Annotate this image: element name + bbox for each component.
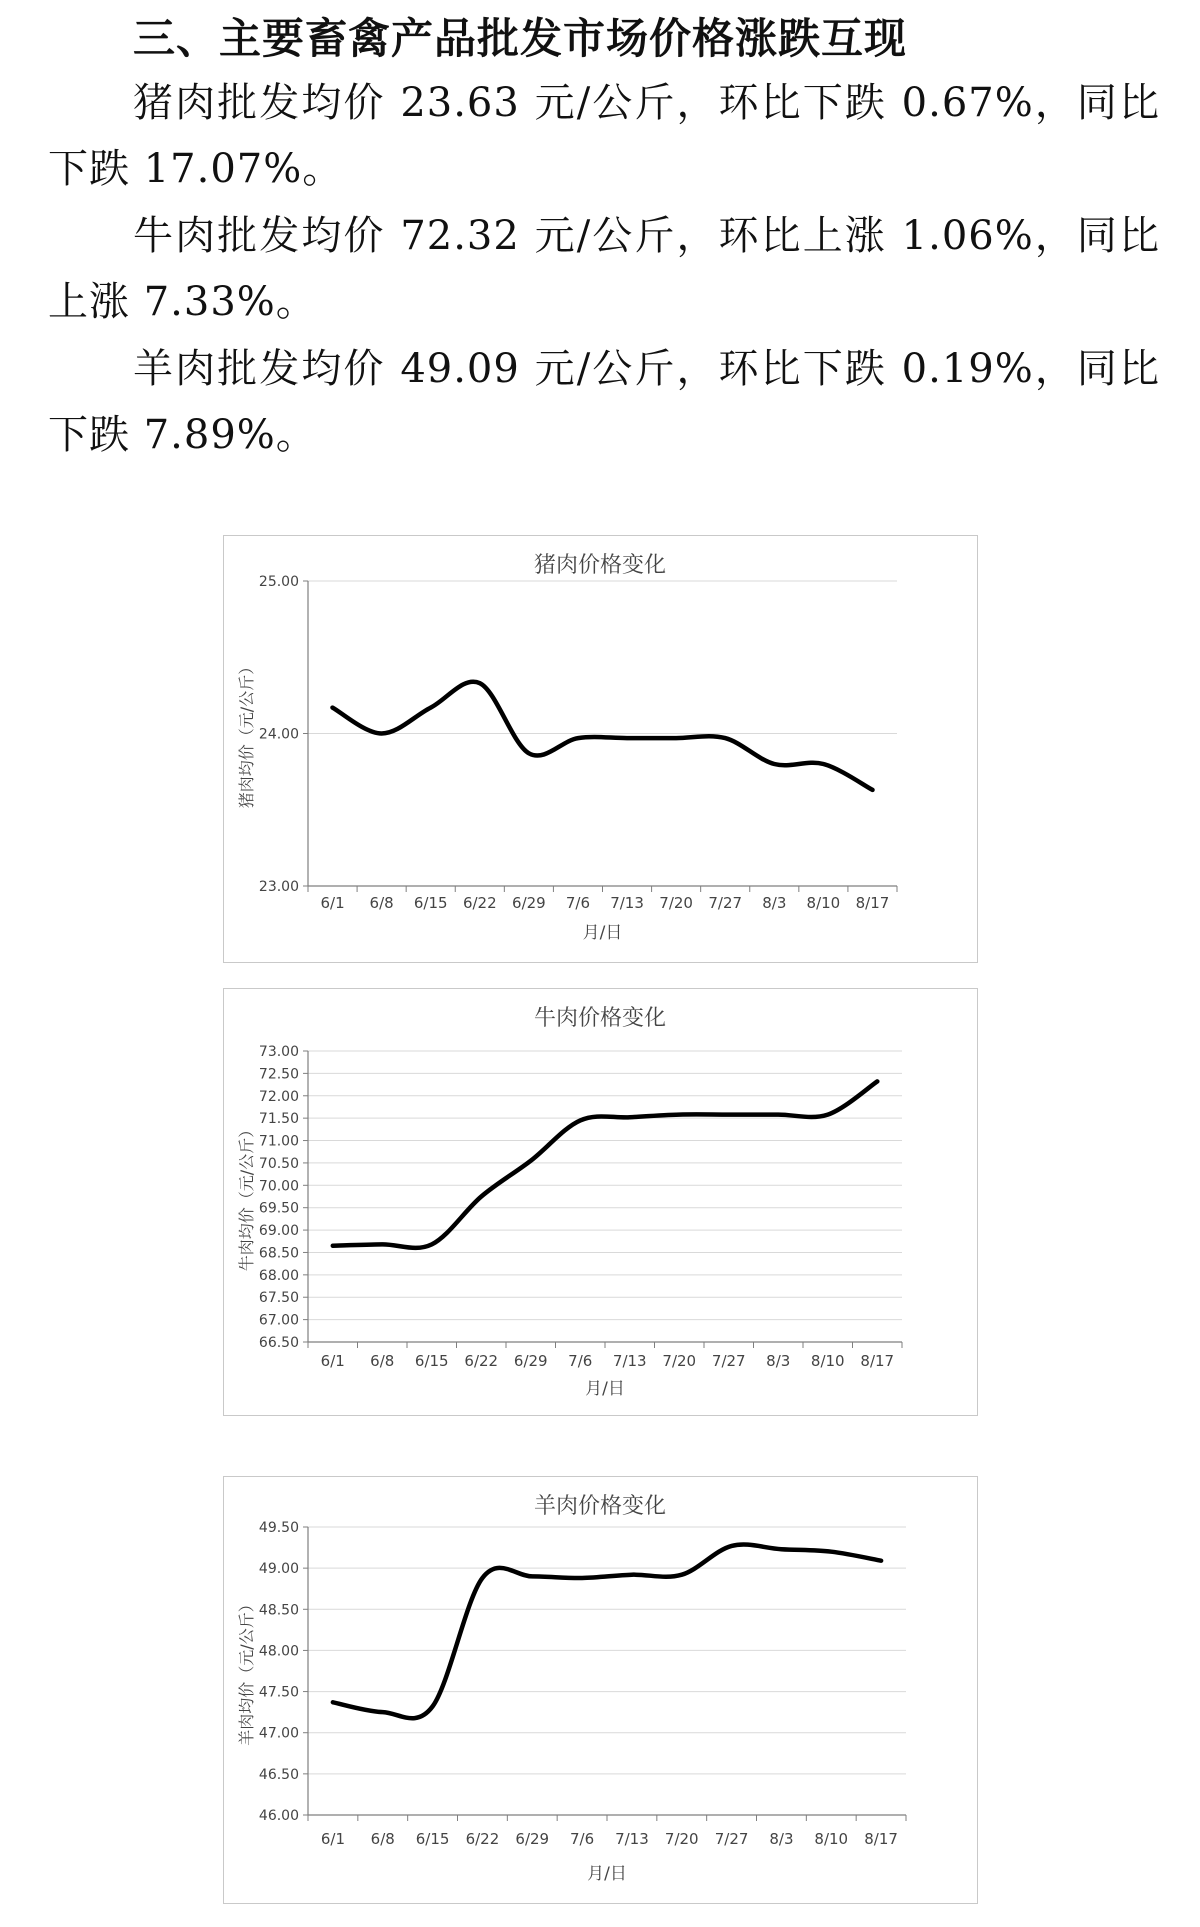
y-tick-label: 24.00 bbox=[258, 726, 299, 743]
y-tick-label: 23.00 bbox=[258, 879, 299, 895]
x-tick-label: 8/3 bbox=[769, 1830, 794, 1848]
y-tick-label: 48.00 bbox=[258, 1643, 299, 1660]
y-tick-label: 71.00 bbox=[258, 1133, 299, 1150]
x-tick-label: 6/29 bbox=[512, 894, 546, 912]
y-tick-label: 46.50 bbox=[258, 1766, 299, 1783]
x-tick-label: 7/13 bbox=[612, 1352, 647, 1370]
y-axis-title: 牛肉均价（元/公斤） bbox=[237, 1121, 256, 1272]
y-tick-label: 69.50 bbox=[258, 1200, 299, 1217]
x-tick-label: 7/20 bbox=[664, 1830, 699, 1848]
x-tick-label: 6/1 bbox=[320, 894, 345, 912]
y-tick-label: 73.00 bbox=[258, 1044, 299, 1060]
chart-mutton bbox=[224, 1477, 977, 1903]
paragraph-beef: 牛肉批发均价 72.32 元/公斤，环比上涨 1.06%，同比上涨 7.33%。 bbox=[48, 213, 1160, 325]
x-tick-label: 8/17 bbox=[860, 1352, 895, 1370]
x-tick-label: 6/22 bbox=[464, 1352, 499, 1370]
x-tick-label: 6/29 bbox=[515, 1830, 550, 1848]
y-tick-label: 70.00 bbox=[258, 1178, 299, 1195]
x-axis-title: 月/日 bbox=[587, 1864, 627, 1884]
y-tick-label: 46.00 bbox=[258, 1808, 299, 1824]
chart-title: 猪肉价格变化 bbox=[533, 553, 667, 578]
y-tick-label: 49.00 bbox=[258, 1561, 299, 1578]
paragraph-pork: 猪肉批发均价 23.63 元/公斤，环比下跌 0.67%，同比下跌 17.07%。 bbox=[48, 80, 1160, 192]
x-tick-label: 7/13 bbox=[610, 894, 644, 912]
y-tick-label: 69.00 bbox=[258, 1223, 299, 1240]
x-tick-label: 8/17 bbox=[855, 894, 890, 912]
y-tick-label: 47.50 bbox=[258, 1684, 299, 1701]
x-tick-label: 6/1 bbox=[320, 1830, 345, 1848]
chart-beef bbox=[224, 989, 977, 1415]
x-tick-label: 7/27 bbox=[711, 1352, 746, 1370]
series-line bbox=[333, 682, 873, 790]
paragraph-mutton: 羊肉批发均价 49.09 元/公斤，环比下跌 0.19%，同比下跌 7.89%。 bbox=[48, 346, 1160, 458]
x-tick-label: 7/27 bbox=[714, 1830, 749, 1848]
x-tick-label: 6/1 bbox=[320, 1352, 345, 1370]
x-tick-label: 7/27 bbox=[708, 894, 743, 912]
y-tick-label: 70.50 bbox=[258, 1155, 299, 1172]
chart-beef-box bbox=[223, 988, 978, 1416]
y-tick-label: 71.50 bbox=[258, 1111, 299, 1128]
y-tick-label: 68.50 bbox=[258, 1245, 299, 1262]
x-tick-label: 8/10 bbox=[806, 894, 841, 912]
x-tick-label: 6/29 bbox=[513, 1352, 548, 1370]
y-tick-label: 67.00 bbox=[258, 1312, 299, 1329]
chart-pork bbox=[224, 536, 977, 962]
y-axis-title: 羊肉均价（元/公斤） bbox=[237, 1596, 256, 1746]
section-heading: 三、主要畜禽产品批发市场价格涨跌互现 bbox=[133, 14, 908, 63]
y-tick-label: 49.50 bbox=[258, 1520, 299, 1536]
x-tick-label: 6/22 bbox=[462, 894, 497, 912]
x-tick-label: 7/20 bbox=[662, 1352, 697, 1370]
x-tick-label: 8/3 bbox=[762, 894, 787, 912]
chart-mutton-box bbox=[223, 1476, 978, 1904]
chart-title: 牛肉价格变化 bbox=[533, 1006, 667, 1031]
y-tick-label: 67.50 bbox=[258, 1290, 299, 1307]
x-tick-label: 7/13 bbox=[615, 1830, 649, 1848]
series-line bbox=[333, 1545, 881, 1719]
y-tick-label: 47.00 bbox=[258, 1725, 299, 1742]
x-tick-label: 7/6 bbox=[568, 1352, 593, 1370]
x-tick-label: 6/8 bbox=[370, 1830, 395, 1848]
x-tick-label: 8/10 bbox=[810, 1352, 845, 1370]
y-tick-label: 72.00 bbox=[258, 1088, 299, 1105]
x-tick-label: 7/6 bbox=[565, 894, 591, 912]
x-tick-label: 6/15 bbox=[414, 1352, 449, 1370]
y-tick-label: 72.50 bbox=[258, 1066, 299, 1083]
y-axis-title: 猪肉均价（元/公斤） bbox=[237, 658, 256, 809]
x-axis-title: 月/日 bbox=[585, 1379, 625, 1399]
x-tick-label: 6/8 bbox=[369, 894, 394, 912]
x-tick-label: 6/8 bbox=[370, 1352, 395, 1370]
x-tick-label: 8/3 bbox=[766, 1352, 791, 1370]
series-line bbox=[333, 1081, 878, 1248]
chart-pork-box bbox=[223, 535, 978, 963]
y-tick-label: 48.50 bbox=[258, 1602, 299, 1619]
x-tick-label: 8/17 bbox=[864, 1830, 898, 1848]
chart-title: 羊肉价格变化 bbox=[533, 1494, 667, 1519]
x-tick-label: 7/6 bbox=[570, 1830, 595, 1848]
y-tick-label: 25.00 bbox=[258, 574, 299, 590]
x-tick-label: 6/15 bbox=[413, 894, 448, 912]
x-tick-label: 6/15 bbox=[415, 1830, 450, 1848]
x-tick-label: 6/22 bbox=[465, 1830, 500, 1848]
y-tick-label: 66.50 bbox=[258, 1335, 299, 1351]
y-tick-label: 68.00 bbox=[258, 1267, 299, 1284]
x-tick-label: 8/10 bbox=[814, 1830, 849, 1848]
x-axis-title: 月/日 bbox=[582, 923, 623, 943]
x-tick-label: 7/20 bbox=[659, 894, 693, 912]
